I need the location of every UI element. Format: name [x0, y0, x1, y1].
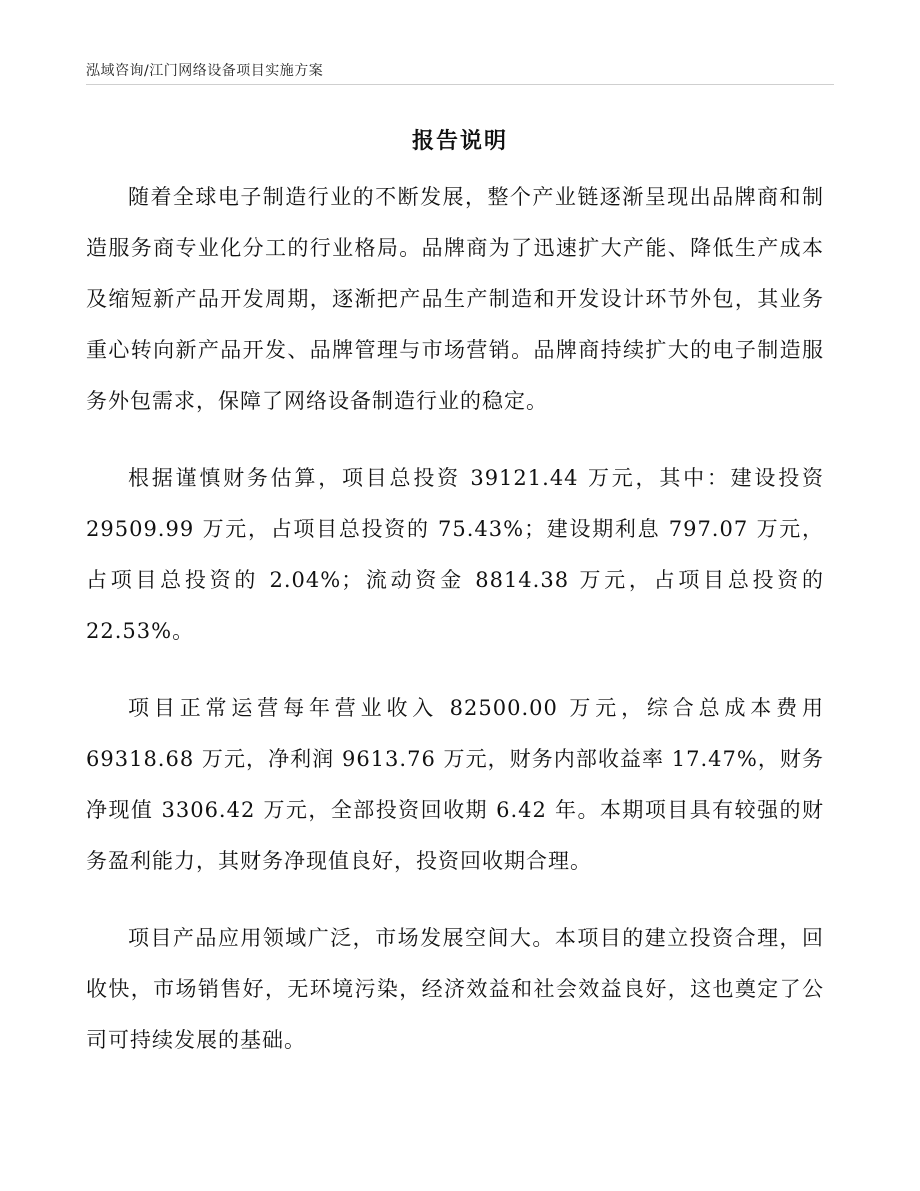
header-divider: [86, 84, 834, 85]
document-body: [86, 172, 824, 1092]
page-title: 报告说明: [411, 128, 508, 154]
paragraph-conclusion: 项目产品应用领域广泛，市场发展空间大。本项目的建立投资合理，回收快，市场销售好，无环境污染，经济效益和社会效益良好，这也奠定了公司可持续发展的基础。: [86, 926, 824, 1052]
paragraph-investment: 根据谨慎财务估算，项目总投资 39121.44 万元，其中：建设投资 29509.99 万元，占项目总投资的 75.43%；建设期利息 797.07 万元，占项目总投资的 2.04%；流动资金 8814.38 万元，占项目总投资的 22.53%。: [86, 466, 824, 643]
paragraph-intro: 随着全球电子制造行业的不断发展，整个产业链逐渐呈现出品牌商和制造服务商专业化分工的行业格局。品牌商为了迅速扩大产能、降低生产成本及缩短新产品开发周期，逐渐把产品生产制造和开发设计环节外包，其业务重心转向新产品开发、品牌管理与市场营销。品牌商持续扩大的电子制造服务外包需求，保障了网络设备制造行业的稳定。: [86, 185, 824, 413]
running-header: 泓域咨询/江门网络设备项目实施方案: [86, 63, 324, 79]
paragraph-financials: 项目正常运营每年营业收入 82500.00 万元，综合总成本费用 69318.68 万元，净利润 9613.76 万元，财务内部收益率 17.47%，财务净现值 3306.42 万元，全部投资回收期 6.42 年。本期项目具有较强的财务盈利能力，其财务净现值良好，投资回收期合理。: [86, 696, 824, 873]
